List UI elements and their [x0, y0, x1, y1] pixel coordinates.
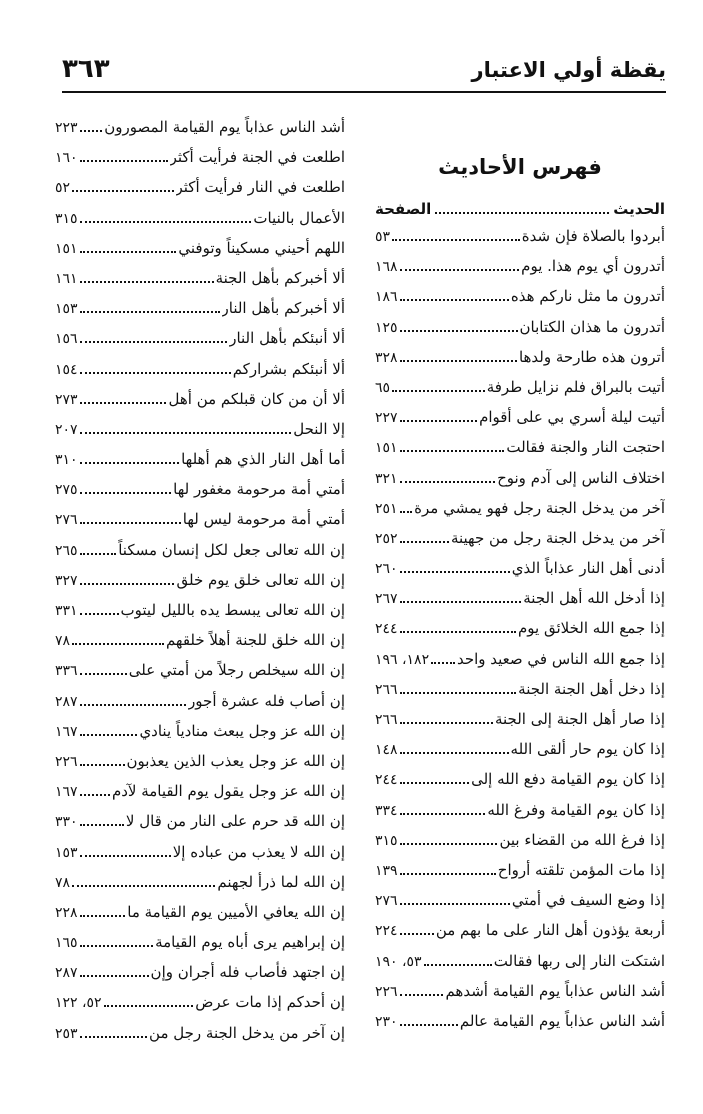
index-entry: [375, 825, 665, 855]
hadith-text: أمتي أمة مرحومة ليس لها: [182, 510, 345, 529]
dot-leader: [400, 330, 518, 332]
page-ref: ٣٣٠: [55, 814, 78, 831]
dot-leader: [104, 1005, 194, 1007]
index-entry: [375, 946, 665, 976]
index-entry: [55, 354, 345, 384]
dot-leader: [80, 402, 167, 404]
hadith-text: أترون هذه طارحة ولدها: [518, 347, 665, 366]
index-entry: [375, 915, 665, 945]
hadith-text: أدنى أهل النار عذاباً الذي: [511, 559, 665, 578]
hadith-text: إن الله تعالى يبسط يده بالليل ليتوب: [120, 601, 345, 619]
hadith-text: إذا أدخل الله أهل الجنة: [523, 589, 665, 608]
page-ref: ١٦٧: [55, 723, 78, 740]
page-ref: ١٥١: [55, 240, 78, 257]
index-entry: [55, 806, 345, 836]
index-entry: [375, 795, 665, 825]
dot-leader: [80, 764, 125, 766]
index-entry: [55, 716, 345, 746]
dot-leader: [80, 341, 228, 343]
dot-leader: [80, 522, 181, 524]
page-ref: ٢٥٢: [375, 530, 398, 547]
hadith-text: أشد الناس عذاباً يوم القيامة عالم: [459, 1011, 665, 1030]
index-entry: [375, 342, 665, 372]
hadith-text: اطلعت في الجنة فرأيت أكثر: [169, 148, 345, 167]
page-ref: ٢٨٧: [55, 965, 78, 982]
dot-leader: [400, 873, 496, 875]
page-ref: ٢٣٠: [375, 1013, 398, 1030]
hadith-text: ألا أخبركم بأهل الجنة: [215, 268, 345, 287]
index-entry: [55, 535, 345, 565]
hadith-text: إن آخر من يدخل الجنة رجل من: [149, 1023, 345, 1042]
index-entry: [55, 837, 345, 867]
hadith-text: آخر من يدخل الجنة رجل فهو يمشي مرة: [414, 498, 665, 517]
page-ref: ٣٢٨: [375, 349, 398, 366]
page-ref: ٧٨: [55, 874, 71, 891]
index-entry: [55, 897, 345, 927]
page-ref: ٢٥١: [375, 500, 398, 517]
page-ref: ٣٣١: [55, 603, 78, 619]
index-entry: [55, 776, 345, 806]
dot-leader: [400, 903, 510, 905]
hadith-list-right: [375, 221, 665, 1036]
dot-leader: [400, 511, 413, 513]
page-ref: ١٨٢، ١٩٦: [375, 651, 430, 668]
dot-leader: [400, 843, 498, 845]
dot-leader: [80, 673, 127, 675]
hadith-text: أتيت بالبراق فلم نزايل طرفة: [486, 377, 665, 396]
index-entry: [55, 595, 345, 625]
dot-leader: [80, 794, 110, 796]
page-ref: ٥٣، ١٩٠: [375, 953, 422, 970]
index-entry: [55, 142, 345, 172]
index-entry: [55, 112, 345, 142]
dot-leader: [72, 643, 164, 645]
dot-leader: [400, 692, 517, 694]
dot-leader: [392, 390, 485, 392]
hadith-text: إن الله قد حرم على النار من قال لا: [125, 812, 345, 831]
page-ref: ٣١٠: [55, 452, 78, 469]
index-entry: [55, 444, 345, 474]
index-entry: [55, 172, 345, 202]
dot-leader: [400, 813, 486, 815]
index-entry: [55, 293, 345, 323]
index-entry: [55, 867, 345, 897]
index-entry: [375, 613, 665, 643]
hadith-list-left: [55, 112, 345, 1048]
page-ref: ٣١٥: [55, 210, 78, 227]
index-entry: [55, 414, 345, 444]
dot-leader: [80, 251, 177, 253]
page-ref: ٢٢٧: [375, 410, 398, 427]
page-ref: ٣٢٧: [55, 572, 78, 589]
dot-leader: [80, 311, 220, 313]
index-entry: [375, 976, 665, 1006]
index-entry: [375, 432, 665, 462]
index-entry: [375, 523, 665, 553]
index-entry: [55, 957, 345, 987]
hadith-text: إن الله عز وجل يقول يوم القيامة لآدم: [111, 782, 345, 801]
hadith-text: إذا جمع الله الناس في صعيد واحد: [456, 649, 665, 668]
index-entry: [375, 402, 665, 432]
hadith-text: إن الله لما ذرأ لجهنم: [217, 872, 345, 891]
dot-leader: [400, 450, 505, 452]
index-entry: [55, 987, 345, 1017]
hadith-text: اشتكت النار إلى ربها فقالت: [493, 951, 665, 970]
dot-leader: [400, 420, 478, 422]
page-ref: ٢٤٤: [375, 621, 398, 638]
hadith-text: إن أصاب فله عشرة أجور: [188, 691, 345, 710]
index-entry: [375, 221, 665, 251]
page-ref: ٢٢٦: [55, 753, 78, 770]
index-entry: [375, 372, 665, 402]
hadith-text: أشد الناس عذاباً يوم القيامة أشدهم: [445, 981, 665, 1000]
page-ref: ٣٣٤: [375, 802, 398, 819]
hadith-text: ألا أن من كان قبلكم من أهل: [168, 389, 345, 408]
hadith-text: إن الله تعالى خلق يوم خلق: [176, 570, 345, 589]
dot-leader: [72, 885, 215, 887]
index-entry: [55, 504, 345, 534]
dot-leader: [400, 933, 434, 935]
page-ref: ٢٠٧: [55, 421, 78, 438]
dot-leader: [80, 824, 124, 826]
hadith-text: أتدرون أي يوم هذا. يوم: [521, 257, 665, 276]
hadith-text: احتجت النار والجنة فقالت: [506, 438, 665, 457]
hadith-text: إذا دخل أهل الجنة الجنة: [518, 679, 665, 698]
dot-leader: [400, 541, 449, 543]
book-title: يقظة أولي الاعتبار: [471, 58, 666, 82]
index-entry: [375, 734, 665, 764]
hadith-text: إذا كان يوم القيامة دفع الله إلى: [471, 770, 665, 789]
index-entry: [375, 674, 665, 704]
index-entry: [375, 644, 665, 674]
hadith-text: أما أهل النار الذي هم أهلها: [181, 450, 345, 469]
page-ref: ٢٢٦: [375, 983, 398, 1000]
hadith-text: اطلعت في النار فرأيت أكثر: [175, 178, 345, 197]
hadith-text: اللهم أحيني مسكيناً وتوفني: [178, 238, 345, 257]
hadith-text: إذا مات المؤمن تلقته أرواح: [497, 860, 665, 879]
section-title: فهرس الأحاديث: [438, 155, 602, 179]
index-entry: [375, 312, 665, 342]
index-entry: [375, 281, 665, 311]
dot-leader: [400, 299, 509, 301]
dot-leader: [80, 160, 168, 162]
dot-leader: [400, 782, 470, 784]
dot-leader: [80, 975, 149, 977]
index-entry: [55, 384, 345, 414]
dot-leader: [400, 601, 522, 603]
page-ref: ٧٨: [55, 633, 71, 650]
dot-leader: [400, 1024, 458, 1026]
dot-leader: [400, 722, 493, 724]
index-entry: [55, 203, 345, 233]
hadith-text: الأعمال بالنيات: [253, 208, 345, 227]
hadith-text: ألا أنبئكم بأهل النار: [229, 329, 345, 348]
index-entry: [375, 855, 665, 885]
dot-leader: [80, 855, 171, 857]
hadith-text: إن الله تعالى جعل لكل إنسان مسكناً: [118, 540, 345, 559]
hadith-text: أمتي أمة مرحومة مغفور لها: [173, 480, 345, 499]
page-ref: ١٥٣: [55, 301, 78, 318]
dot-leader: [80, 130, 103, 132]
page-number: ٣٦٣: [62, 54, 110, 84]
page-ref: ٥٢، ١٢٢: [55, 995, 102, 1012]
page-ref: ٢٨٧: [55, 693, 78, 710]
hadith-text: أشد الناس عذاباً يوم القيامة المصورون: [104, 118, 345, 136]
page-ref: ٢٢٤: [375, 923, 398, 940]
hadith-text: إذا وضع السيف في أمتي: [511, 891, 665, 910]
index-entry: [55, 323, 345, 353]
hadith-text: آخر من يدخل الجنة رجل من جهينة: [450, 528, 665, 547]
page-ref: ٢٦٥: [55, 542, 78, 559]
hadith-text: إذا كان يوم حار ألقى الله: [510, 740, 665, 759]
index-entry: [55, 263, 345, 293]
page-ref: ٢٢٣: [55, 120, 78, 136]
page-ref: ٢٦٦: [375, 681, 398, 698]
index-entry: [375, 885, 665, 915]
page-ref: ١٢٥: [375, 319, 398, 336]
dot-leader: [80, 583, 175, 585]
hadith-text: إن الله عز وجل يبعث منادياً ينادي: [139, 721, 345, 740]
page-ref: ١٥٣: [55, 844, 78, 861]
page-ref: ٣٢١: [375, 470, 398, 487]
page-ref: ٣١٥: [375, 832, 398, 849]
dot-leader: [400, 571, 510, 573]
page-ref: ١٦١: [55, 270, 78, 287]
dot-leader: [80, 432, 292, 434]
dot-leader: [400, 481, 496, 483]
hadith-text: أتدرون ما مثل ناركم هذه: [510, 287, 665, 306]
hadith-text: إن الله سيخلص رجلاً من أمتي على: [128, 661, 345, 680]
dot-leader: [392, 239, 520, 241]
hadith-text: إن الله خلق للجنة أهلاً خلقهم: [165, 631, 345, 650]
index-entry: [55, 625, 345, 655]
dot-leader: [400, 994, 444, 996]
index-entry: [55, 927, 345, 957]
index-entry: [55, 655, 345, 685]
dot-leader: [424, 964, 492, 966]
page-ref: ١٥٤: [55, 361, 78, 378]
index-entry: [375, 583, 665, 613]
page-ref: ١٦٥: [55, 935, 78, 952]
page-ref: ٢٢٨: [55, 904, 78, 921]
index-entry: [55, 746, 345, 776]
dot-leader: [80, 915, 126, 917]
page-ref: ١٨٦: [375, 289, 398, 306]
heading-leader: [435, 197, 609, 214]
page-ref: ٥٢: [55, 180, 71, 197]
hadith-text: إن أحدكم إذا مات عرض: [195, 993, 345, 1012]
page-ref: ١٤٨: [375, 742, 398, 759]
dot-leader: [80, 945, 154, 947]
column-headings: [375, 197, 665, 221]
index-entry: [55, 233, 345, 263]
page-ref: ١٥٦: [55, 331, 78, 348]
index-entry: [375, 463, 665, 493]
page-ref: ٢٦٦: [375, 712, 398, 728]
index-entry: [55, 686, 345, 716]
hadith-text: إذا كان يوم القيامة وفرغ الله: [487, 800, 665, 819]
page-ref: ٢٧٦: [375, 893, 398, 910]
page-ref: ٢٦٠: [375, 561, 398, 578]
hadith-text: إن إبراهيم يرى أباه يوم القيامة: [155, 933, 345, 952]
hadith-text: ألا أخبركم بأهل النار: [221, 299, 345, 318]
dot-leader: [80, 221, 252, 223]
page-ref: ٢٧٣: [55, 391, 78, 408]
index-entry: [55, 1018, 345, 1048]
page-ref: ٢٦٧: [375, 591, 398, 608]
index-entry: [375, 553, 665, 583]
hadith-text: إذا جمع الله الخلائق يوم: [517, 619, 665, 638]
page-ref: ٢٤٤: [375, 772, 398, 789]
page-ref: ١٦٠: [55, 150, 78, 167]
dot-leader: [80, 734, 138, 736]
index-entry: [375, 493, 665, 523]
page-ref: ١٥١: [375, 440, 398, 457]
page-ref: ٦٥: [375, 379, 391, 396]
hadith-text: إن اجتهد فأصاب فله أجران وإن: [150, 963, 345, 982]
page-ref: ٢٧٦: [55, 512, 78, 529]
page-ref: ١٦٨: [375, 259, 398, 276]
hadith-text: اختلاف الناس إلى آدم ونوح: [497, 468, 665, 487]
page-ref: ٥٣: [375, 229, 391, 245]
page-ref: ١٦٧: [55, 784, 78, 801]
dot-leader: [400, 360, 517, 362]
dot-leader: [400, 752, 509, 754]
dot-leader: [400, 631, 516, 633]
page-ref: ٢٧٥: [55, 482, 78, 499]
dot-leader: [80, 553, 117, 555]
index-entry: [375, 764, 665, 794]
index-entry: [375, 1006, 665, 1036]
page-ref: ١٣٩: [375, 862, 398, 879]
header-rule: [62, 91, 666, 93]
dot-leader: [80, 613, 119, 615]
dot-leader: [431, 662, 455, 664]
index-entry: [375, 704, 665, 734]
hadith-text: أتدرون ما هذان الكتابان: [519, 317, 665, 336]
index-entry: [55, 565, 345, 595]
hadith-text: إن الله عز وجل يعذب الذين يعذبون: [126, 751, 345, 770]
dot-leader: [400, 269, 520, 271]
dot-leader: [80, 372, 231, 374]
dot-leader: [80, 462, 180, 464]
index-column-right: [375, 110, 665, 1036]
dot-leader: [80, 281, 214, 283]
hadith-text: إن الله يعافي الأميين يوم القيامة ما: [127, 902, 345, 921]
hadith-text: إلا النحل: [293, 419, 345, 438]
page-ref: ٢٥٣: [55, 1025, 78, 1042]
hadith-text: أبردوا بالصلاة فإن شدة: [521, 227, 665, 245]
hadith-text: أتيت ليلة أسري بي على أقوام: [479, 408, 665, 427]
dot-leader: [80, 704, 187, 706]
dot-leader: [72, 190, 173, 192]
hadith-text: أربعة يؤذون أهل النار على ما بهم من: [435, 921, 665, 940]
index-column-left: [55, 112, 345, 1048]
hadith-text: إذا فرغ الله من القضاء بين: [499, 830, 665, 849]
hadith-text: ألا أنبئكم بشراركم: [232, 359, 345, 378]
heading-hadith: الحديث: [613, 200, 665, 218]
page-ref: ٣٣٦: [55, 663, 78, 680]
hadith-text: إذا صار أهل الجنة إلى الجنة: [494, 710, 665, 728]
page-header: [62, 52, 666, 92]
index-entry: [375, 251, 665, 281]
dot-leader: [80, 1036, 147, 1038]
dot-leader: [80, 492, 172, 494]
heading-page: الصفحة: [375, 200, 432, 218]
index-entry: [55, 474, 345, 504]
hadith-text: إن الله لا يعذب من عباده إلا: [172, 842, 345, 861]
